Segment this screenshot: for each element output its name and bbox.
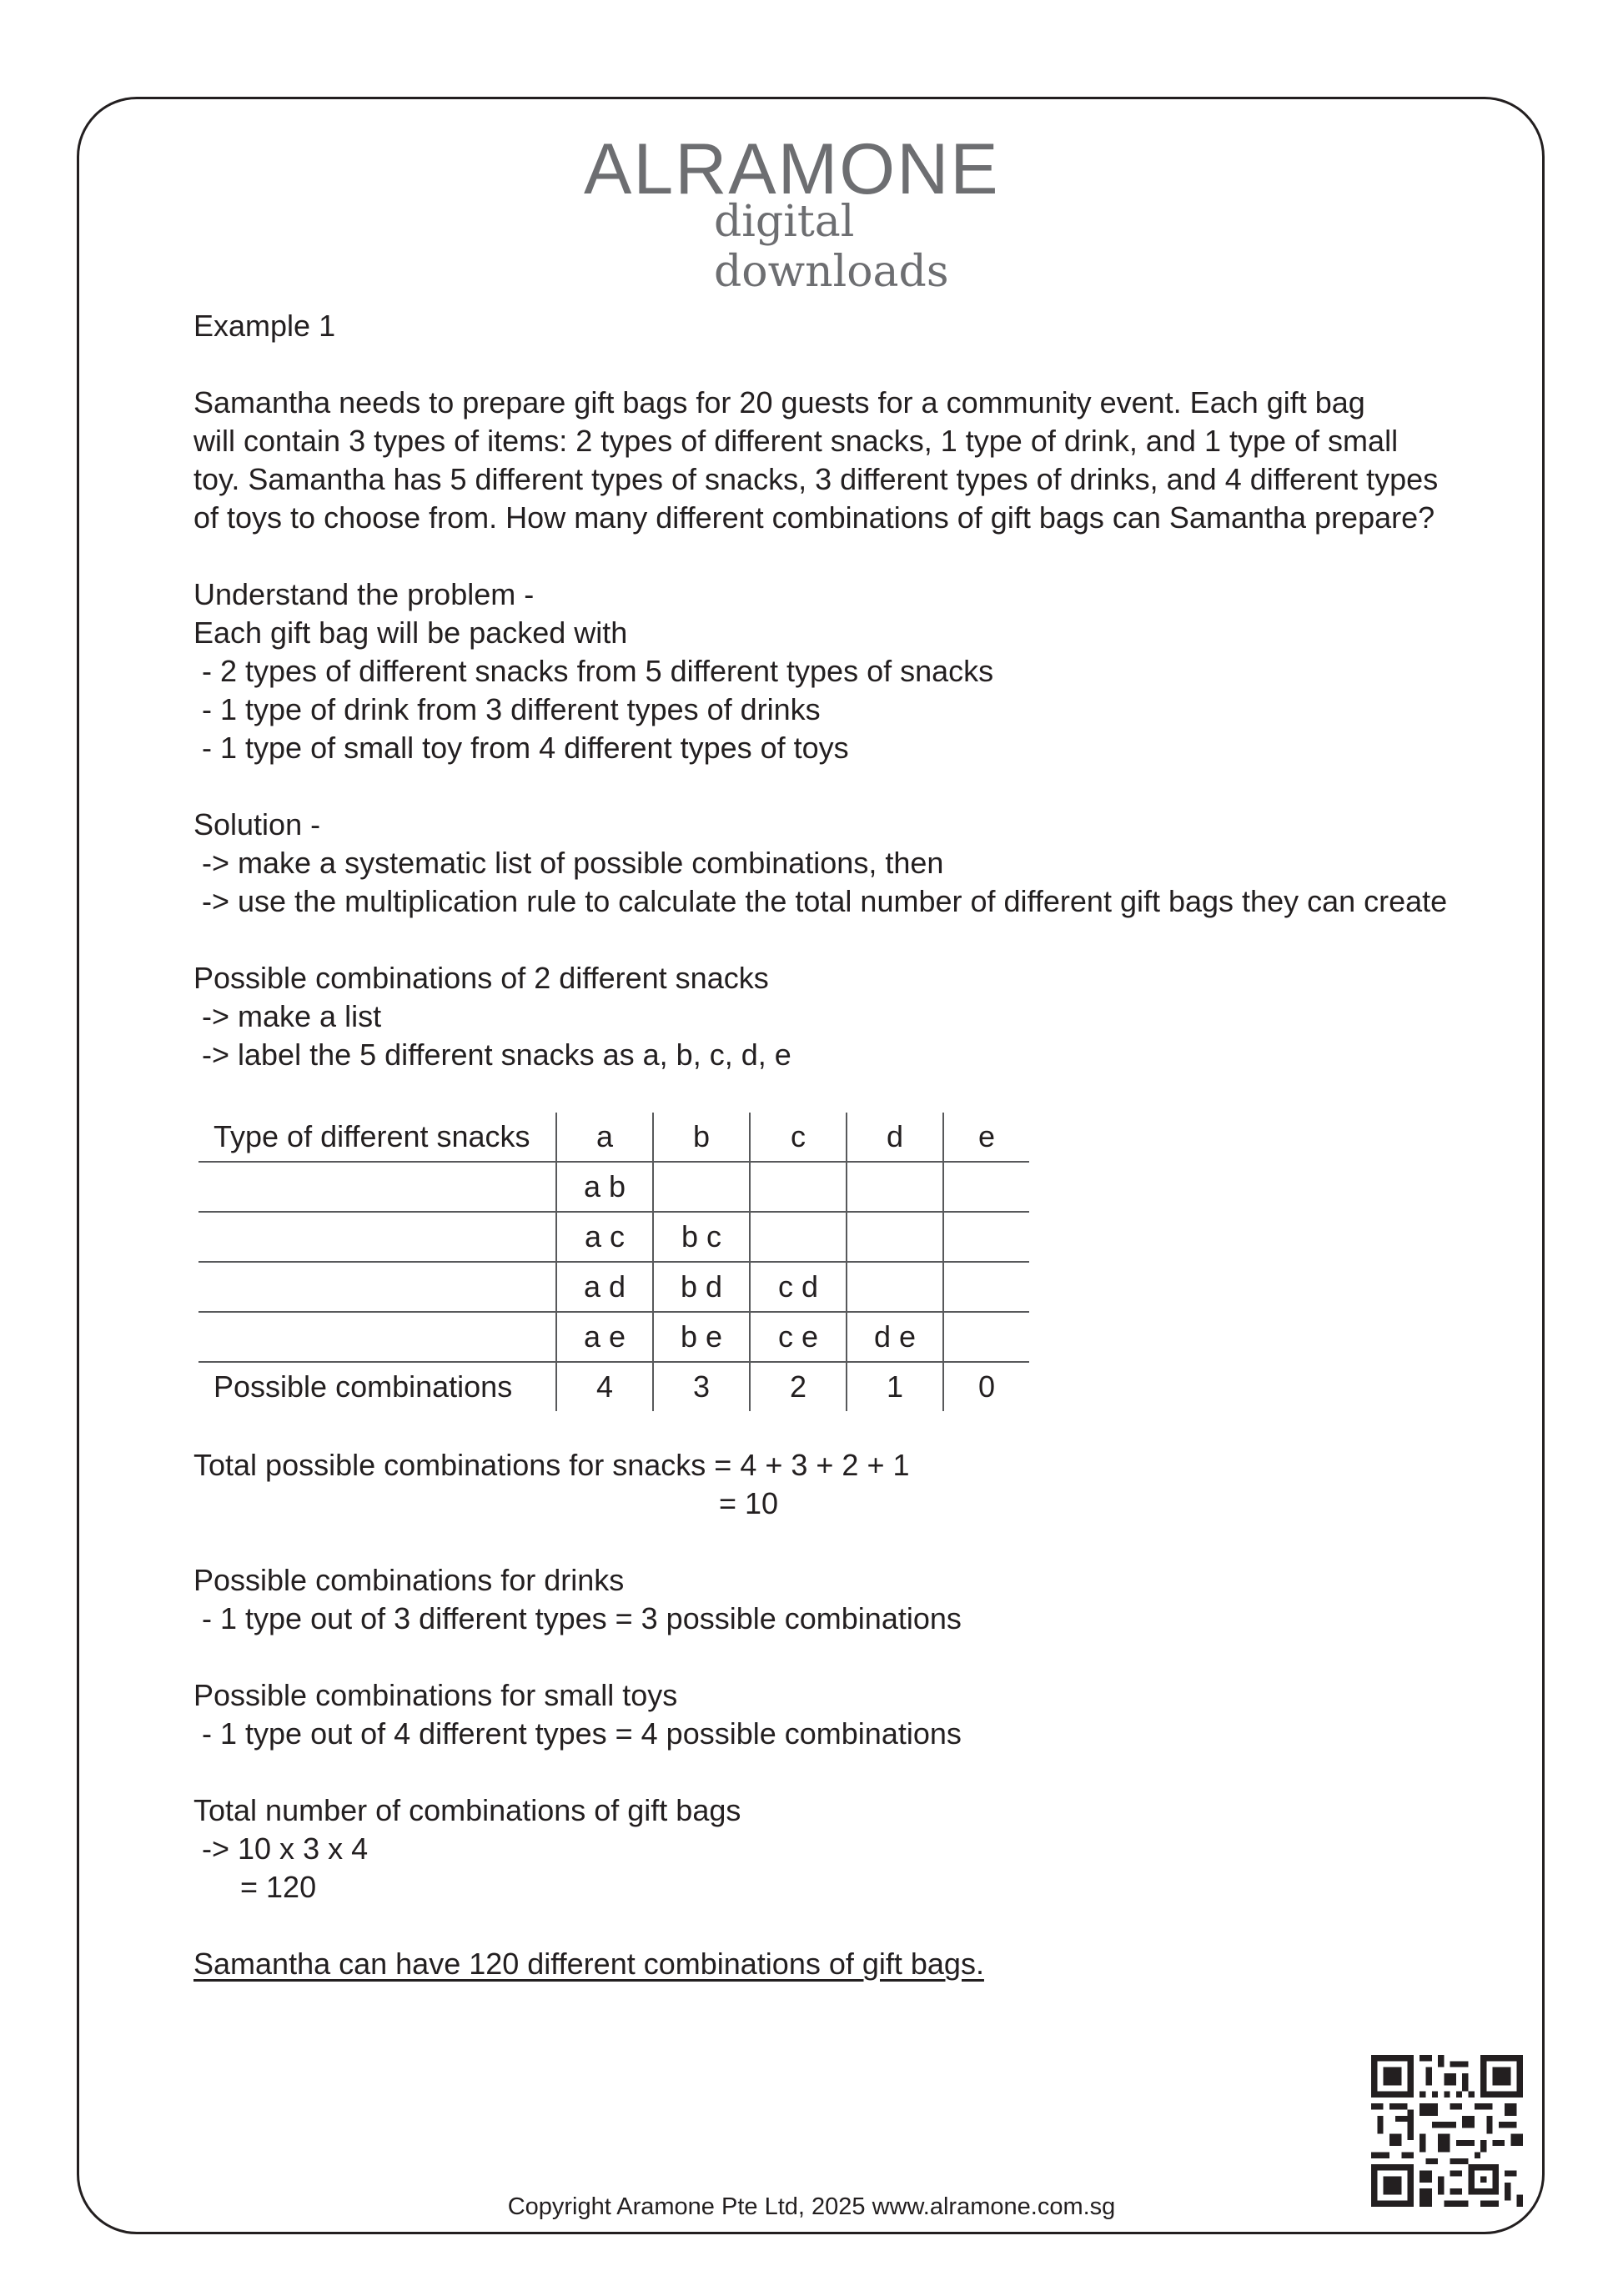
logo-tagline: digital downloads xyxy=(714,197,949,297)
table-footer-cell: 3 xyxy=(653,1362,750,1411)
table-footer-label: Possible combinations xyxy=(214,1369,513,1404)
understand-line: - 1 type of small toy from 4 different types of toys xyxy=(193,731,849,765)
table-cell xyxy=(847,1162,943,1212)
table-header-cell: e xyxy=(943,1113,1029,1162)
understand-line: - 1 type of drink from 3 different types of drinks xyxy=(193,692,821,726)
table-cell: a c xyxy=(556,1212,653,1262)
table-row-label xyxy=(198,1162,556,1212)
table-cell xyxy=(943,1312,1029,1362)
snack-total-line: Total possible combinations for snacks = 4 + 3 + 2 + 1 xyxy=(193,1448,910,1482)
table-header-cell: a xyxy=(556,1113,653,1162)
toys-line: - 1 type out of 4 different types = 4 possible combinations xyxy=(193,1716,962,1751)
total-expression: -> 10 x 3 x 4 xyxy=(193,1831,369,1866)
table-cell: c d xyxy=(750,1262,847,1312)
problem-line: of toys to choose from. How many different combinations of gift bags can Samantha prepare? xyxy=(193,500,1435,535)
table-row-label xyxy=(198,1212,556,1262)
solution-line: -> make a systematic list of possible combinations, then xyxy=(193,846,944,880)
table-footer-cell: 2 xyxy=(750,1362,847,1411)
brand-logo xyxy=(584,129,1051,297)
snack-combination-table xyxy=(198,1113,1029,1411)
drinks-heading: Possible combinations for drinks xyxy=(193,1563,625,1597)
table-cell: b d xyxy=(653,1262,750,1312)
table-cell xyxy=(943,1162,1029,1212)
problem-line: toy. Samantha has 5 different types of snacks, 3 different types of drinks, and 4 different types xyxy=(193,462,1439,496)
snack-line: -> make a list xyxy=(193,999,382,1033)
snack-line: -> label the 5 different snacks as a, b, c, d, e xyxy=(193,1037,791,1072)
understand-line: Each gift bag will be packed with xyxy=(193,615,628,650)
table-cell xyxy=(847,1262,943,1312)
table-cell: a e xyxy=(556,1312,653,1362)
table-row xyxy=(198,1162,1029,1212)
table-header-cell: d xyxy=(847,1113,943,1162)
table-cell: c e xyxy=(750,1312,847,1362)
table-footer-row xyxy=(198,1362,1029,1411)
problem-line: will contain 3 types of items: 2 types of different snacks, 1 type of drink, and 1 type of small xyxy=(193,424,1399,458)
table-header-cell: b xyxy=(653,1113,750,1162)
table-row xyxy=(198,1262,1029,1312)
table-cell: d e xyxy=(847,1312,943,1362)
table-cell xyxy=(750,1212,847,1262)
qr-code-icon xyxy=(1371,2055,1523,2207)
table-row xyxy=(198,1212,1029,1262)
table-cell: a d xyxy=(556,1262,653,1312)
copyright-footer: Copyright Aramone Pte Ltd, 2025 www.alramone.com.sg xyxy=(507,2193,1116,2220)
solution-heading: Solution - xyxy=(193,807,321,842)
understand-heading: Understand the problem - xyxy=(193,577,535,611)
table-cell: a b xyxy=(556,1162,653,1212)
toys-heading: Possible combinations for small toys xyxy=(193,1678,678,1712)
table-footer-cell: 1 xyxy=(847,1362,943,1411)
table-cell xyxy=(943,1212,1029,1262)
table-row xyxy=(198,1312,1029,1362)
example-title: Example 1 xyxy=(193,309,336,343)
table-footer-cell: 0 xyxy=(943,1362,1029,1411)
table-footer-cell: 4 xyxy=(556,1362,653,1411)
solution-line: -> use the multiplication rule to calculate the total number of different gift bags they can create xyxy=(193,884,1448,918)
drinks-line: - 1 type out of 3 different types = 3 possible combinations xyxy=(193,1601,962,1635)
table-header-label: Type of different snacks xyxy=(198,1113,556,1162)
table-cell xyxy=(847,1212,943,1262)
total-result: = 120 xyxy=(240,1870,317,1904)
snack-heading: Possible combinations of 2 different snacks xyxy=(193,961,769,995)
total-heading: Total number of combinations of gift bags xyxy=(193,1793,741,1827)
table-cell xyxy=(943,1262,1029,1312)
table-row-label xyxy=(198,1262,556,1312)
snack-total-result: = 10 xyxy=(719,1486,779,1520)
table-cell xyxy=(653,1162,750,1212)
table-header-row xyxy=(198,1113,1029,1162)
problem-line: Samantha needs to prepare gift bags for 20 guests for a community event. Each gift bag xyxy=(193,385,1365,420)
table-header-cell: c xyxy=(750,1113,847,1162)
conclusion: Samantha can have 120 different combinations of gift bags. xyxy=(193,1947,984,1981)
understand-line: - 2 types of different snacks from 5 different types of snacks xyxy=(193,654,994,688)
table-row-label xyxy=(198,1312,556,1362)
table-cell: b e xyxy=(653,1312,750,1362)
table-cell xyxy=(750,1162,847,1212)
logo-brand: ALRAMONE xyxy=(584,129,1000,209)
table-cell: b c xyxy=(653,1212,750,1262)
